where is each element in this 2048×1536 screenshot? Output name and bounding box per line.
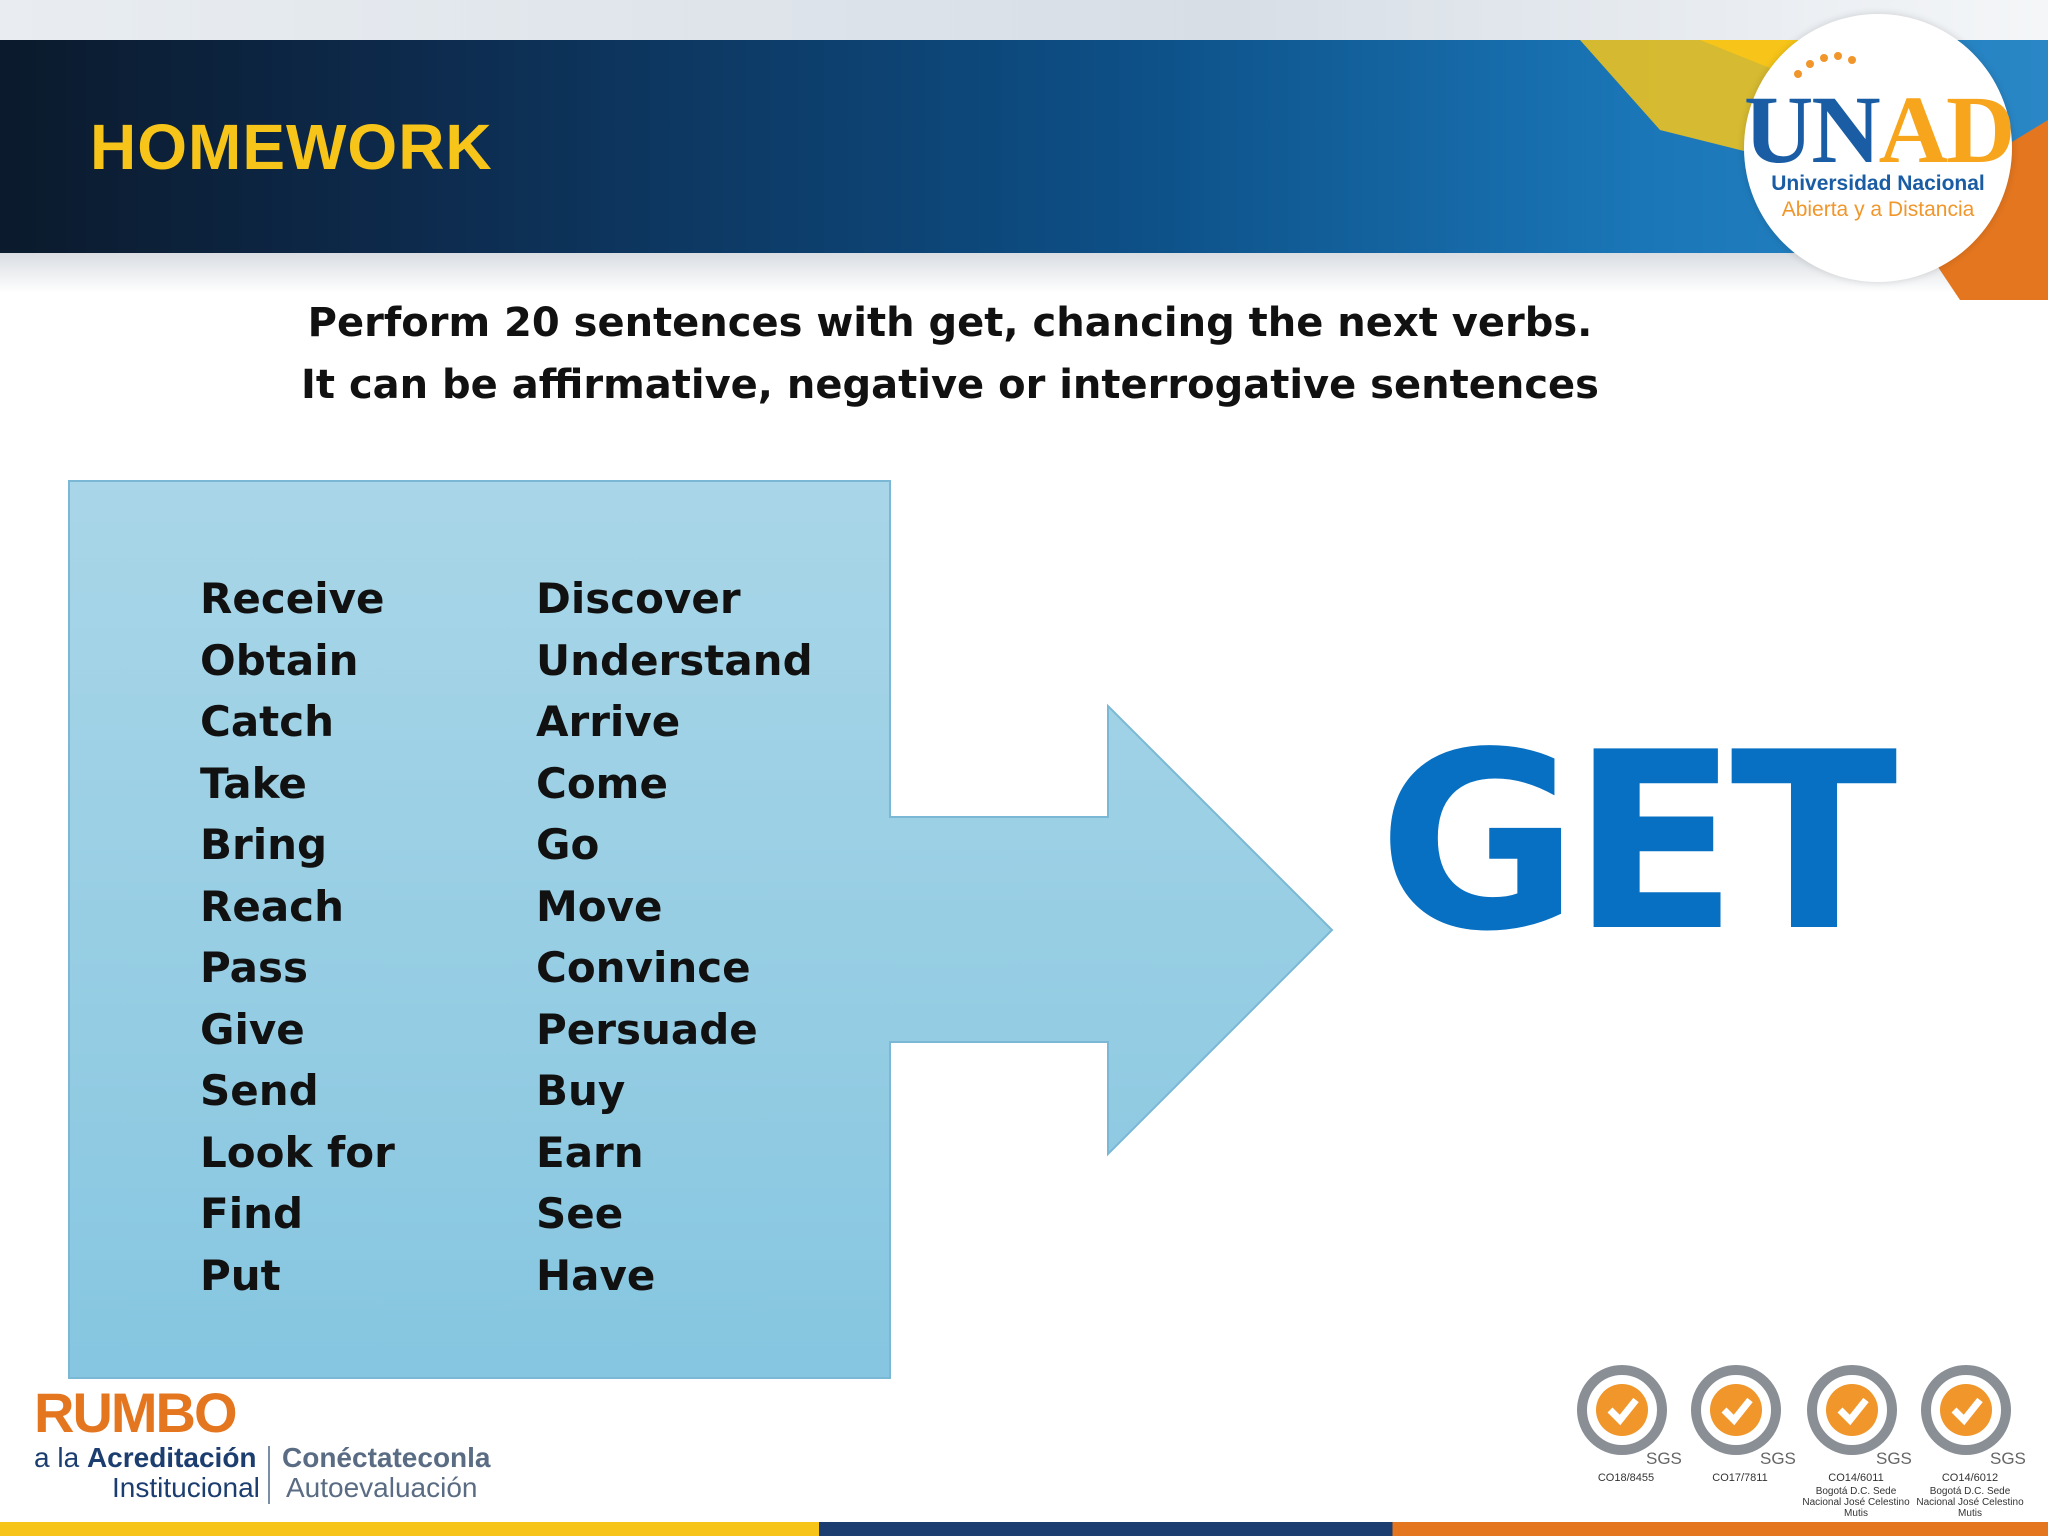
rumbo-separator [268, 1446, 270, 1504]
rumbo-brand: RUMBO [34, 1381, 236, 1444]
verb-item: Obtain [200, 635, 359, 685]
sgs-check-icon [1570, 1360, 1682, 1472]
certification-badge [1914, 1360, 2026, 1520]
certification-location: Bogotá D.C. Sede Nacional José Celestino Mutis [1802, 1486, 1910, 1519]
rumbo-line-1: a la Acreditación [34, 1442, 257, 1473]
verb-item: Reach [200, 881, 344, 931]
certification-location: Bogotá D.C. Sede Nacional José Celestino Mutis [1916, 1486, 2024, 1519]
verb-item: Convince [536, 943, 751, 992]
verb-item: Persuade [536, 1004, 758, 1054]
page-title: HOMEWORK [90, 111, 493, 183]
logo-line-1: Universidad Nacional [1771, 172, 1985, 195]
verb-item: Take [200, 758, 307, 808]
verbs-column-1 [200, 568, 395, 1306]
verb-item: Come [536, 758, 668, 808]
verb-item: Catch [200, 697, 335, 746]
verb-item: Have [536, 1250, 656, 1300]
logo-wordmark: UNAD [1744, 76, 2014, 183]
sgs-check-icon [1914, 1360, 2026, 1472]
verb-item: Pass [200, 943, 308, 992]
verb-item: Arrive [536, 697, 681, 746]
verb-item: Send [200, 1066, 319, 1115]
sgs-check-icon [1800, 1360, 1912, 1472]
rumbo-right-2: Autoevaluación [286, 1472, 478, 1503]
certification-code: CO17/7811 [1712, 1472, 1768, 1484]
sgs-label: SGS [1876, 1449, 1912, 1468]
verb-item: Look for [200, 1127, 395, 1177]
certification-badge [1800, 1360, 1912, 1520]
verb-item: Bring [200, 820, 328, 869]
certification-code: CO14/6011 [1828, 1472, 1884, 1484]
verb-item: Move [536, 881, 663, 931]
sgs-label: SGS [1646, 1449, 1682, 1468]
sgs-label: SGS [1760, 1449, 1796, 1468]
instructions-line-2: It can be affirmative, negative or interrogative sentences [301, 362, 1599, 408]
rumbo-line-2: Institucional [112, 1472, 260, 1503]
certification-badge [1684, 1360, 1796, 1520]
verb-item: Buy [536, 1066, 626, 1115]
verb-item: Find [200, 1189, 304, 1238]
get-word: GET [1378, 700, 1890, 985]
footer-color-bar [0, 1522, 2048, 1536]
certification-badge [1570, 1360, 1682, 1520]
verb-item: Put [200, 1250, 281, 1300]
sgs-check-icon [1684, 1360, 1796, 1472]
instructions-line-1: Perform 20 sentences with get, chancing the next verbs. [307, 300, 1593, 346]
verbs-column-2 [536, 568, 813, 1306]
verb-item: Understand [536, 635, 813, 685]
logo-line-2: Abierta y a Distancia [1781, 198, 1975, 221]
rumbo-right-1: Conéctateconla [282, 1442, 491, 1473]
verb-item: Discover [536, 574, 741, 623]
verb-item: Give [200, 1004, 305, 1054]
certification-code: CO18/8455 [1597, 1472, 1655, 1484]
verb-item: Receive [200, 574, 385, 623]
sgs-label: SGS [1990, 1449, 2026, 1468]
certification-code: CO14/6012 [1941, 1472, 1999, 1484]
rumbo-acreditacion-logo [34, 1380, 514, 1510]
verb-item: Earn [536, 1127, 644, 1177]
verb-item: Go [536, 820, 600, 869]
verb-item: See [536, 1189, 624, 1238]
